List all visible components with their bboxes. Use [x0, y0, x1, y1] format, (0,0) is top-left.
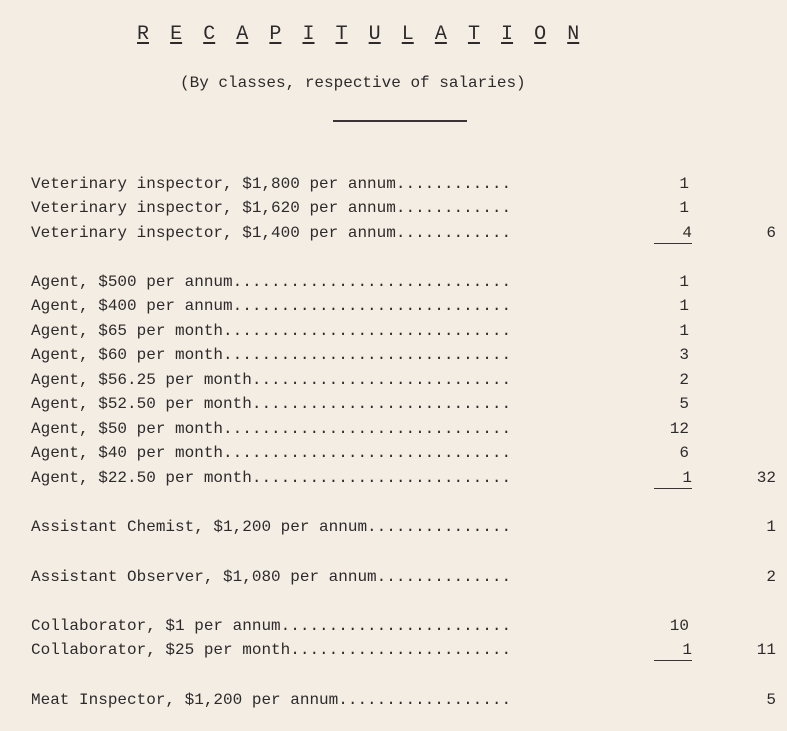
title-letter: E — [170, 23, 183, 46]
title-letter: N — [567, 23, 580, 46]
row-label: Collaborator, $25 per month....................... — [31, 641, 512, 659]
row-total: 1 — [766, 518, 776, 536]
row-label: Meat Inspector, $1,200 per annum.................. — [31, 691, 512, 709]
title-letter: T — [467, 23, 480, 46]
list-item — [31, 294, 511, 318]
title-letter: A — [236, 23, 249, 46]
row-count: 1 — [679, 297, 689, 315]
row-label: Veterinary inspector, $1,800 per annum............ — [31, 175, 512, 193]
list-item — [31, 319, 511, 343]
row-label: Agent, $52.50 per month........................... — [31, 395, 512, 413]
list-item — [31, 270, 511, 294]
list-item — [31, 343, 511, 367]
row-label: Agent, $65 per month.............................. — [31, 322, 512, 340]
row-label: Agent, $56.25 per month........................... — [31, 371, 512, 389]
row-label: Veterinary inspector, $1,620 per annum............ — [31, 199, 512, 217]
title-letter: I — [302, 23, 315, 46]
title-letter: L — [401, 23, 414, 46]
row-count: 1 — [679, 175, 689, 193]
list-item — [31, 441, 511, 465]
row-count: 1 — [679, 199, 689, 217]
row-count: 10 — [669, 617, 689, 635]
list-item — [31, 466, 511, 490]
row-count: 3 — [679, 346, 689, 364]
row-count: 1 — [679, 322, 689, 340]
list-item — [31, 221, 511, 245]
title-letter: O — [534, 23, 547, 46]
title-letter: R — [137, 23, 150, 46]
list-item — [31, 515, 511, 539]
list-item — [31, 172, 511, 196]
row-count: 5 — [679, 395, 689, 413]
row-label: Agent, $400 per annum............................. — [31, 297, 512, 315]
row-count: 4 — [654, 221, 692, 244]
list-item — [31, 688, 511, 712]
list-item — [31, 614, 511, 638]
row-total: 32 — [756, 469, 776, 487]
row-total: 2 — [766, 568, 776, 586]
row-label: Collaborator, $1 per annum........................ — [31, 617, 512, 635]
title-letter: P — [269, 23, 282, 46]
divider-rule — [333, 120, 467, 122]
row-count: 6 — [679, 444, 689, 462]
row-total: 11 — [756, 641, 776, 659]
title-letter: U — [368, 23, 381, 46]
list-item — [31, 638, 511, 662]
title-letter: T — [335, 23, 348, 46]
row-count: 1 — [654, 466, 692, 489]
list-item — [31, 196, 511, 220]
row-count: 12 — [669, 420, 689, 438]
page-title — [137, 23, 600, 46]
row-label: Agent, $50 per month.............................. — [31, 420, 512, 438]
row-count: 1 — [654, 638, 692, 661]
list-item — [31, 368, 511, 392]
row-total: 5 — [766, 691, 776, 709]
row-label: Assistant Chemist, $1,200 per annum............... — [31, 518, 512, 536]
title-letter: I — [501, 23, 514, 46]
list-item — [31, 565, 511, 589]
row-label: Agent, $22.50 per month........................... — [31, 469, 512, 487]
subtitle: (By classes, respective of salaries) — [180, 74, 526, 92]
row-total: 6 — [766, 224, 776, 242]
row-label: Assistant Observer, $1,080 per annum.............. — [31, 568, 512, 586]
title-letter: A — [434, 23, 447, 46]
title-letter: C — [203, 23, 216, 46]
row-count: 2 — [679, 371, 689, 389]
row-label: Veterinary inspector, $1,400 per annum............ — [31, 224, 512, 242]
list-item — [31, 417, 511, 441]
row-label: Agent, $60 per month.............................. — [31, 346, 512, 364]
row-label: Agent, $500 per annum............................. — [31, 273, 512, 291]
row-count: 1 — [679, 273, 689, 291]
list-item — [31, 392, 511, 416]
row-label: Agent, $40 per month.............................. — [31, 444, 512, 462]
